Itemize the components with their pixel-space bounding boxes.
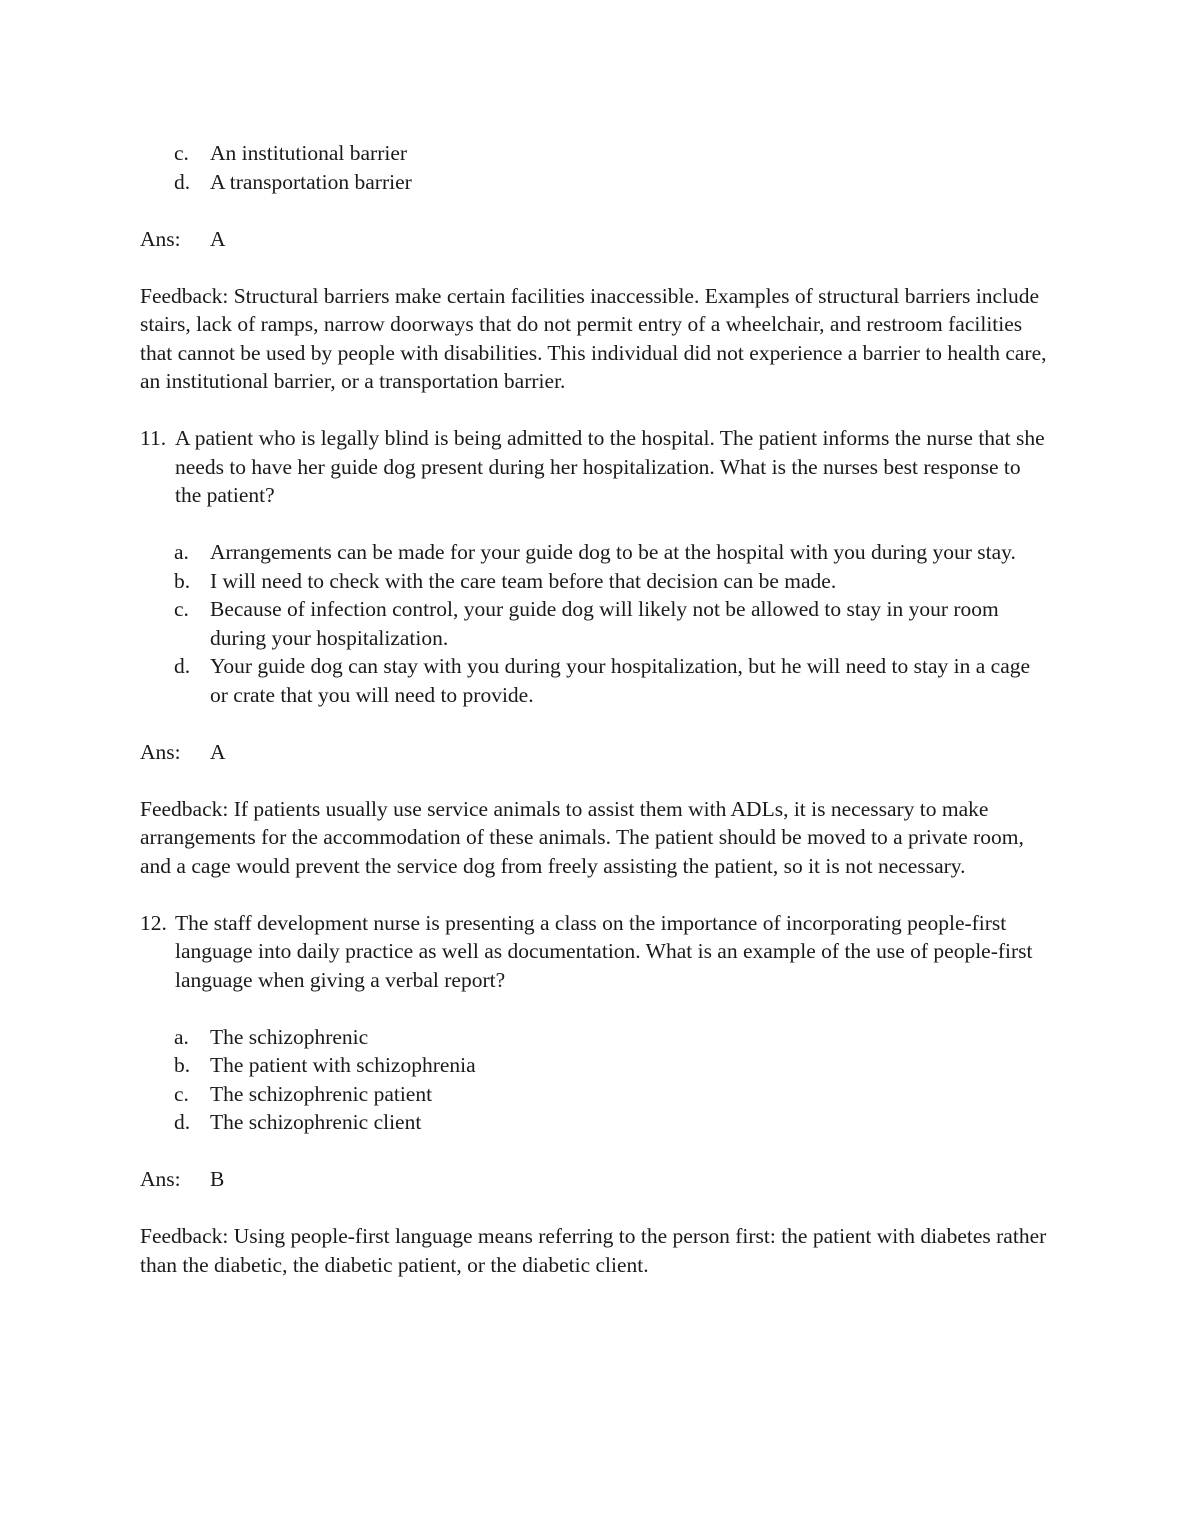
q11-question [140,424,1050,510]
answer-label: Ans: [140,1167,181,1191]
answer-label: Ans: [140,226,181,251]
q12-answer [140,1165,1050,1194]
q11-answer [140,738,1050,767]
option-text: The schizophrenic [210,1024,369,1049]
q12-option-a [174,1023,1050,1052]
document-page [140,139,1050,1279]
q11-feedback: Feedback: If patients usually use service animals to assist them with ADLs, it is necessary to make arrangements for the accommodation of these animals. The patient should be moved to a private room, and a cage would prevent the service dog from freely assisting the patient, so it is not necessary. [140,796,1024,878]
question-number: 11. [140,426,167,450]
option-text: The patient with schizophrenia [210,1053,476,1077]
q12-option-d [174,1108,1050,1137]
q12-option-c [174,1080,1050,1109]
option-text: The schizophrenic patient [210,1081,433,1106]
q10-answer [140,225,1050,254]
q11-option-c [174,595,1050,652]
option-letter: d. [174,654,191,678]
option-text: Because of infection control, your guide dog will likely not be allowed to stay in your room during your hospitalization. [210,597,999,650]
q12-question [140,909,1050,995]
option-text: The schizophrenic client [210,1110,422,1134]
option-letter: d. [174,1110,191,1134]
q10-option-c [174,139,1050,168]
option-text: An institutional barrier [210,141,408,165]
option-text: Arrangements can be made for your guide dog to be at the hospital with you during your stay. [210,540,1016,564]
answer-label: Ans: [140,739,181,764]
option-letter: c. [174,1081,189,1106]
q10-option-d [174,168,1050,197]
q12-option-b [174,1051,1050,1080]
q11-options [140,538,1050,709]
q11-option-d [174,652,1050,709]
question-number: 12. [140,910,167,935]
q12-feedback: Feedback: Using people-first language means referring to the person first: the patient with diabetes rather than the diabetic, the diabetic patient, or the diabetic client. [140,1224,1047,1277]
option-text: A transportation barrier [210,169,412,194]
option-letter: a. [174,540,189,564]
q10-options [140,139,1050,196]
option-text: I will need to check with the care team before that decision can be made. [210,568,837,593]
q11-option-a [174,538,1050,567]
option-letter: d. [174,169,191,194]
q12-options [140,1023,1050,1137]
option-letter: b. [174,1053,191,1077]
answer-value: A [210,226,226,251]
answer-value: A [210,739,226,764]
q10-feedback: Feedback: Structural barriers make certain facilities inaccessible. Examples of structural barriers include stairs, lack of ramps, narrow doorways that do not permit entry of a wheelchair, and restroom facilities that cannot be used by people with disabilities. This individual did not experience a barrier to health care, an institutional barrier, or a transportation barrier. [140,283,1047,393]
option-letter: a. [174,1024,189,1049]
answer-value: B [210,1167,225,1191]
question-text: A patient who is legally blind is being admitted to the hospital. The patient informs the nurse that she needs to have her guide dog present during her hospitalization. What is the nurses best response to the patient? [175,426,1045,507]
option-text: Your guide dog can stay with you during your hospitalization, but he will need to stay in a cage or crate that you will need to provide. [210,654,1031,707]
question-text: The staff development nurse is presenting a class on the importance of incorporating people-first language into daily practice as well as documentation. What is an example of the use of people-first language when giving a verbal report? [175,910,1033,992]
q11-option-b [174,567,1050,596]
option-letter: c. [174,597,189,621]
option-letter: c. [174,141,189,165]
option-letter: b. [174,568,191,593]
